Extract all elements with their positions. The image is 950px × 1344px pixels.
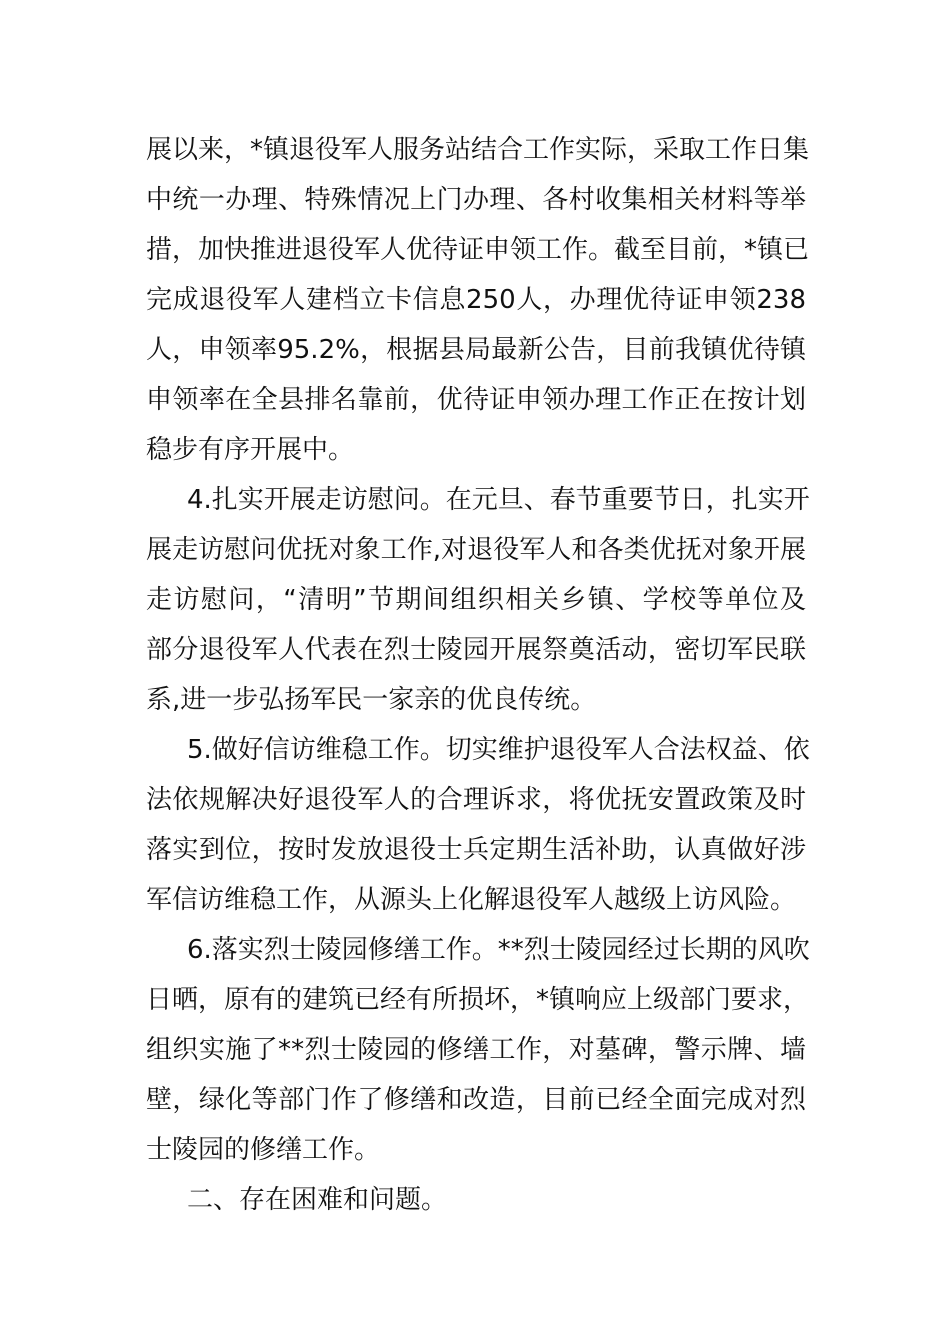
text-line: 中统一办理、特殊情况上门办理、各村收集相关材料等举 [146,185,806,215]
paragraph-heading-4: 4.扎实开展走访慰问。在元旦、春节重要节日，扎实开 [187,485,810,515]
text-line: 申领率在全县排名靠前，优待证申领办理工作正在按计划 [146,385,806,415]
text-line: 组织实施了**烈士陵园的修缮工作，对墓碑，警示牌、墙 [146,1035,806,1065]
section-heading: 二、存在困难和问题。 [187,1185,448,1215]
text-line: 落实到位，按时发放退役士兵定期生活补助，认真做好涉 [146,835,806,865]
text-line: 展走访慰问优抚对象工作,对退役军人和各类优抚对象开展 [146,535,806,565]
text-line: 展以来，*镇退役军人服务站结合工作实际，采取工作日集 [146,135,810,165]
text-line: 士陵园的修缮工作。 [146,1135,381,1165]
text-line: 措，加快推进退役军人优待证申领工作。截至目前，*镇已 [146,235,810,265]
text-line: 日晒，原有的建筑已经有所损坏，*镇响应上级部门要求， [146,985,810,1015]
text-line: 部分退役军人代表在烈士陵园开展祭奠活动，密切军民联 [146,635,806,665]
paragraph-heading-5: 5.做好信访维稳工作。切实维护退役军人合法权益、依 [187,735,810,765]
text-line: 人，申领率95.2%，根据县局最新公告，目前我镇优待镇 [146,335,806,365]
paragraph-heading-6: 6.落实烈士陵园修缮工作。**烈士陵园经过长期的风吹 [187,935,810,965]
text-line: 完成退役军人建档立卡信息250人，办理优待证申领238 [146,285,806,315]
text-line: 走访慰问，“清明”节期间组织相关乡镇、学校等单位及 [146,585,806,615]
text-line: 军信访维稳工作，从源头上化解退役军人越级上访风险。 [146,885,797,915]
text-line: 壁，绿化等部门作了修缮和改造，目前已经全面完成对烈 [146,1085,806,1115]
text-line: 系,进一步弘扬军民一家亲的优良传统。 [146,685,597,715]
text-line: 法依规解决好退役军人的合理诉求，将优抚安置政策及时 [146,785,806,815]
text-line: 稳步有序开展中。 [146,435,355,465]
